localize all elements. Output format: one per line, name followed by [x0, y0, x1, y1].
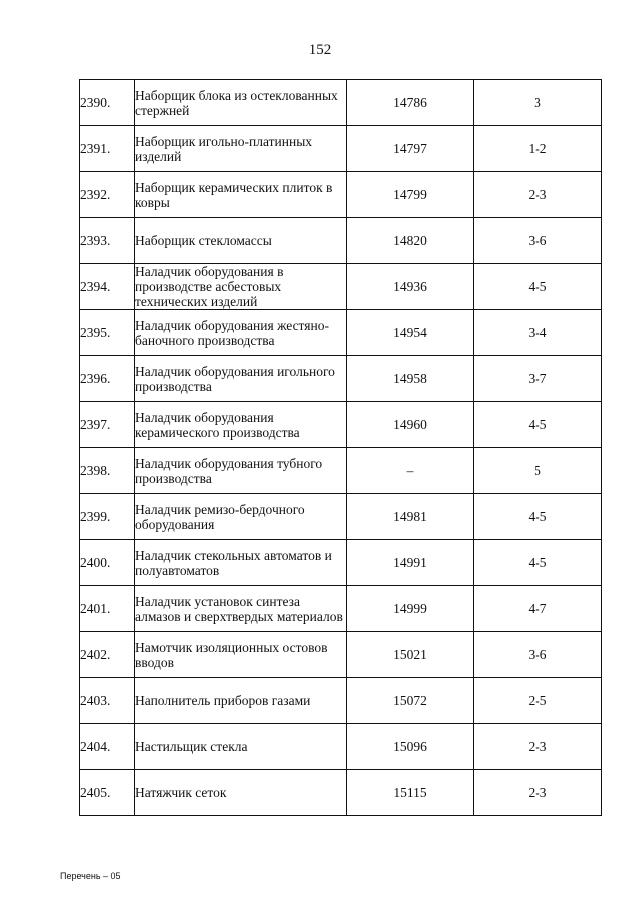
grade-range: 3: [474, 80, 602, 126]
profession-name: Наборщик блока из остеклованных стержней: [135, 80, 347, 126]
profession-code: 14936: [347, 264, 474, 310]
table-row: [80, 494, 602, 540]
profession-name: Наладчик установок синтеза алмазов и сверхтвердых материалов: [135, 586, 347, 632]
table-row: [80, 586, 602, 632]
profession-code: 14958: [347, 356, 474, 402]
row-number: 2402.: [80, 632, 135, 678]
grade-range: 2-5: [474, 678, 602, 724]
grade-range: 2-3: [474, 770, 602, 816]
row-number: 2396.: [80, 356, 135, 402]
grade-range: 5: [474, 448, 602, 494]
table-row: [80, 356, 602, 402]
row-number: 2397.: [80, 402, 135, 448]
grade-range: 4-5: [474, 264, 602, 310]
profession-code: 15115: [347, 770, 474, 816]
profession-name: Наборщик стекломассы: [135, 218, 347, 264]
row-number: 2404.: [80, 724, 135, 770]
row-number: 2391.: [80, 126, 135, 172]
row-number: 2399.: [80, 494, 135, 540]
profession-name: Наладчик ремизо-бердочного оборудования: [135, 494, 347, 540]
profession-code: 14991: [347, 540, 474, 586]
row-number: 2395.: [80, 310, 135, 356]
grade-range: 3-7: [474, 356, 602, 402]
profession-name: Наладчик оборудования игольного производства: [135, 356, 347, 402]
profession-code: 15096: [347, 724, 474, 770]
profession-name: Наладчик оборудования тубного производства: [135, 448, 347, 494]
row-number: 2405.: [80, 770, 135, 816]
row-number: 2394.: [80, 264, 135, 310]
footer-note: Перечень – 05: [60, 871, 121, 881]
table-body: [80, 80, 602, 816]
page-number: 152: [308, 42, 332, 58]
table-row: [80, 724, 602, 770]
profession-name: Настильщик стекла: [135, 724, 347, 770]
profession-name: Намотчик изоляционных остовов вводов: [135, 632, 347, 678]
profession-code: 14820: [347, 218, 474, 264]
table-row: [80, 310, 602, 356]
grade-range: 4-5: [474, 540, 602, 586]
profession-name: Наборщик керамических плиток в ковры: [135, 172, 347, 218]
table-row: [80, 264, 602, 310]
row-number: 2398.: [80, 448, 135, 494]
table-row: [80, 678, 602, 724]
profession-code: 14960: [347, 402, 474, 448]
table-row: [80, 770, 602, 816]
grade-range: 3-6: [474, 632, 602, 678]
table-row: [80, 632, 602, 678]
table-row: [80, 448, 602, 494]
profession-code: 14797: [347, 126, 474, 172]
profession-code: 14999: [347, 586, 474, 632]
profession-code: 14786: [347, 80, 474, 126]
table-row: [80, 172, 602, 218]
row-number: 2390.: [80, 80, 135, 126]
row-number: 2392.: [80, 172, 135, 218]
grade-range: 2-3: [474, 172, 602, 218]
profession-name: Наладчик оборудования керамического производства: [135, 402, 347, 448]
row-number: 2400.: [80, 540, 135, 586]
table-row: [80, 540, 602, 586]
profession-name: Наладчик стекольных автоматов и полуавтоматов: [135, 540, 347, 586]
grade-range: 1-2: [474, 126, 602, 172]
table-row: [80, 80, 602, 126]
profession-name: Натяжчик сеток: [135, 770, 347, 816]
profession-name: Наполнитель приборов газами: [135, 678, 347, 724]
profession-table: [79, 79, 602, 816]
profession-code: 14954: [347, 310, 474, 356]
grade-range: 4-7: [474, 586, 602, 632]
profession-name: Наладчик оборудования в производстве асбестовых технических изделий: [135, 264, 347, 310]
table-row: [80, 126, 602, 172]
row-number: 2393.: [80, 218, 135, 264]
profession-code: 15072: [347, 678, 474, 724]
profession-code: 15021: [347, 632, 474, 678]
grade-range: 3-4: [474, 310, 602, 356]
row-number: 2401.: [80, 586, 135, 632]
profession-name: Наладчик оборудования жестяно-баночного производства: [135, 310, 347, 356]
grade-range: 2-3: [474, 724, 602, 770]
profession-name: Наборщик игольно-платинных изделий: [135, 126, 347, 172]
profession-code: 14981: [347, 494, 474, 540]
table-row: [80, 218, 602, 264]
profession-code: 14799: [347, 172, 474, 218]
grade-range: 3-6: [474, 218, 602, 264]
row-number: 2403.: [80, 678, 135, 724]
profession-code: –: [347, 448, 474, 494]
grade-range: 4-5: [474, 402, 602, 448]
table-row: [80, 402, 602, 448]
grade-range: 4-5: [474, 494, 602, 540]
